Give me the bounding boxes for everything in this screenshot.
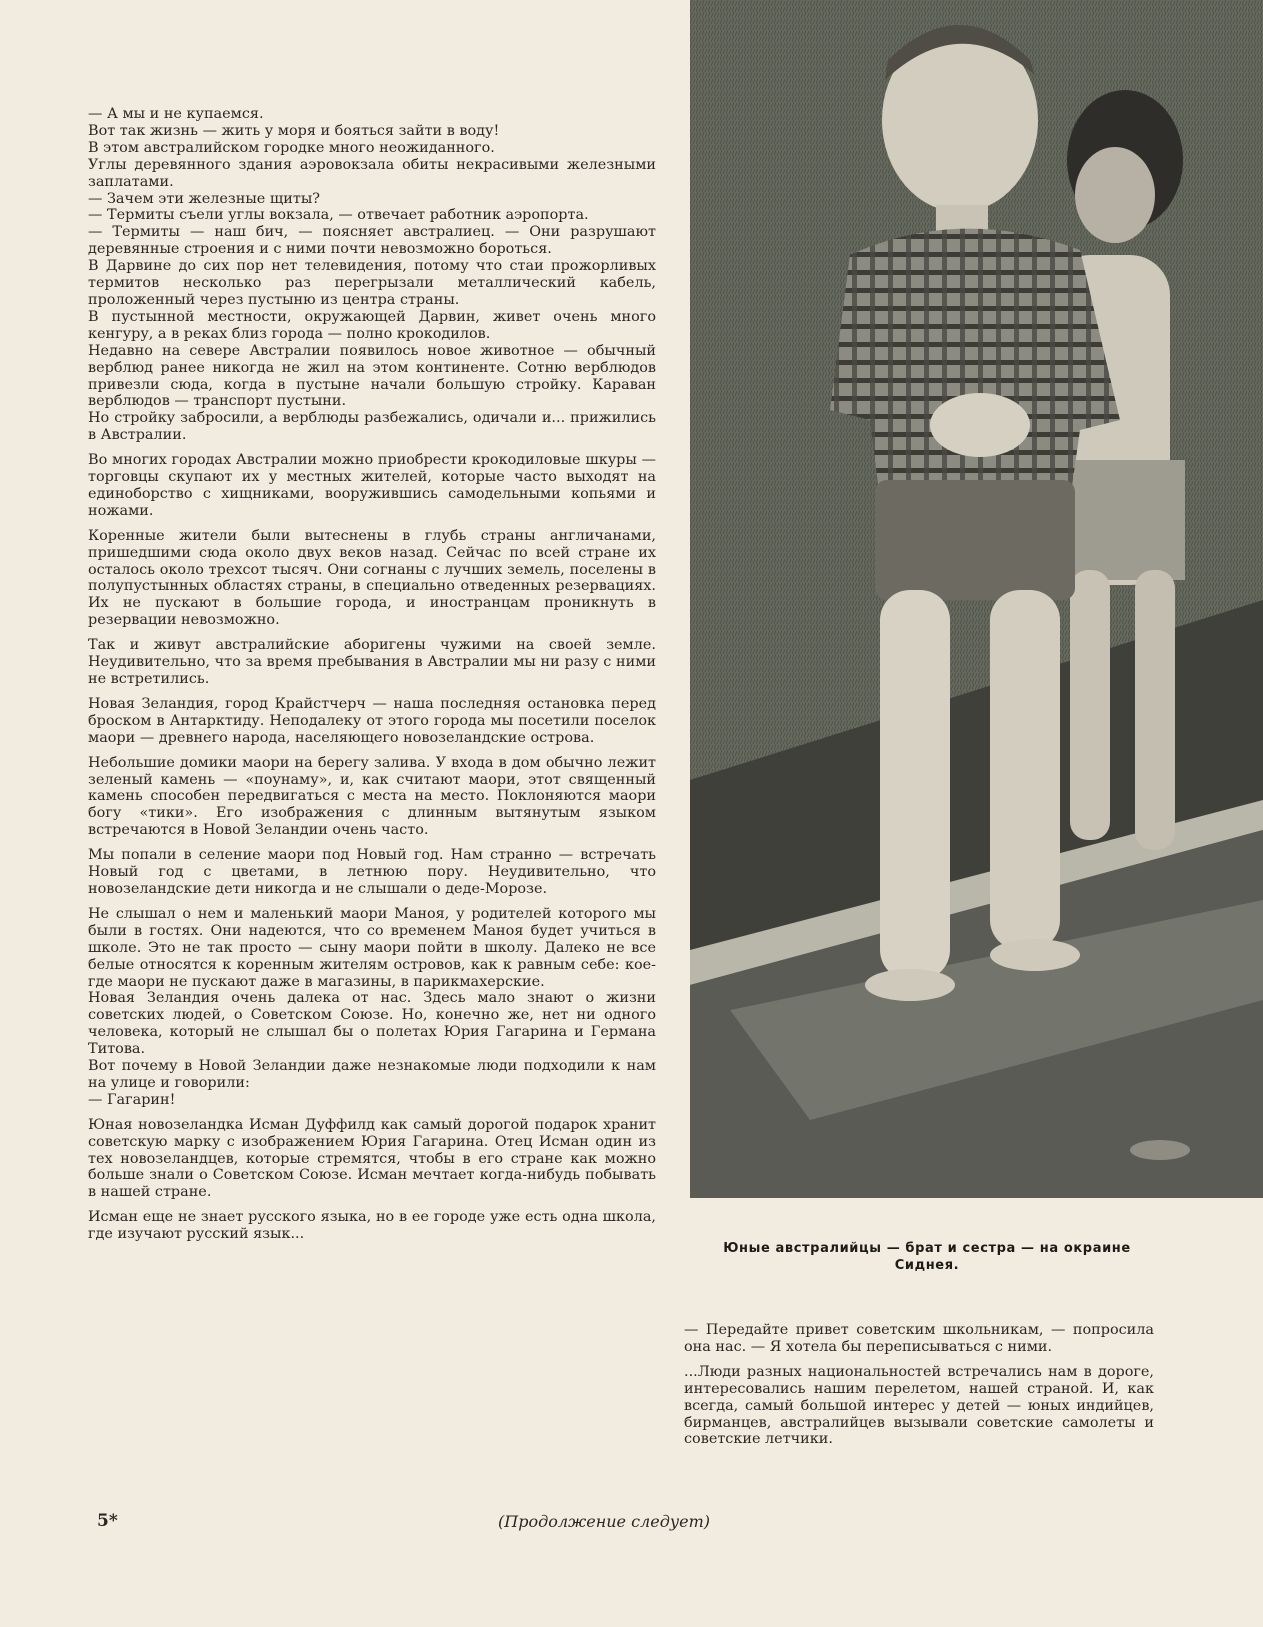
article-paragraph: Углы деревянного здания аэровокзала обиты некрасивыми железными заплатами. bbox=[88, 156, 656, 190]
article-paragraph: Новая Зеландия очень далека от нас. Здесь мало знают о жизни советских людей, о Советском Союзе. Но, конечно же, нет ни одного человека, который не слышал бы о полетах Юрия Гагарина и Германа Титова. bbox=[88, 990, 656, 1058]
article-paragraph: В пустынной местности, окружающей Дарвин, живет очень много кенгуру, а в реках близ города — полно крокодилов. bbox=[88, 308, 656, 342]
article-paragraph: Но стройку забросили, а верблюды разбежались, одичали и... прижились в Австралии. bbox=[88, 410, 656, 444]
article-paragraph: Не слышал о нем и маленький маори Маноя, у родителей которого мы были в гостях. Они надеются, что со временем Маноя будет учиться в школе. Это не так просто — сыну маори пойти в школу. Далеко не все белые относятся к коренным жителям островов, как к равным себе: кое-где маори не пускают даже в магазины, в парикмахерские. bbox=[88, 905, 656, 990]
article-paragraph: — Гагарин! bbox=[88, 1091, 176, 1108]
article-paragraph: ...Люди разных национальностей встречались нам в дороге, интересовались нашим перелетом, нашей страной. И, как всегда, самый большой интерес у детей — юных индийцев, бирманцев, австралийцев вызывали советские самолеты и советские летчики. bbox=[684, 1363, 1154, 1448]
article-paragraph: Юная новозеландка Исман Дуффилд как самый дорогой подарок хранит советскую марку с изображением Юрия Гагарина. Отец Исман один из тех новозеландцев, которые стремятся, чтобы в его стране как можно больше знали о Советском Союзе. Исман мечтает когда-нибудь побывать в нашей стране. bbox=[88, 1116, 656, 1201]
article-paragraph: В этом австралийском городке много неожиданного. bbox=[88, 139, 495, 156]
article-paragraph: Исман еще не знает русского языка, но в ее городе уже есть одна школа, где изучают русский язык... bbox=[88, 1209, 656, 1243]
photo-caption: Юные австралийцы — брат и сестра — на окраине Сиднея. bbox=[723, 1241, 1131, 1273]
article-paragraph: Недавно на севере Австралии появилось новое животное — обычный верблюд ранее никогда не жил на этом континенте. Сотню верблюдов привезли сюда, когда в пустыне начали большую стройку. Караван верблюдов — транспорт пустыни. bbox=[88, 342, 656, 410]
page-number: 5* bbox=[97, 1511, 118, 1531]
article-paragraph: Во многих городах Австралии можно приобрести крокодиловые шкуры — торговцы скупают их у местных жителей, которые часто выходят на единоборство с хищниками, вооружившись самодельными копьями и ножами. bbox=[88, 452, 656, 519]
article-left-column bbox=[88, 106, 656, 1243]
article-right-column bbox=[684, 1322, 1154, 1448]
article-paragraph: Небольшие домики маори на берегу залива. У входа в дом обычно лежит зеленый камень — «поунаму», и, как считают маори, этот священный камень способен передвигаться с места на место. Поклоняются маори богу «тики». Его изображения с длинным вытянутым языком встречаются в Новой Зеландии очень часто. bbox=[88, 754, 656, 839]
article-paragraph: Так и живут австралийские аборигены чужими на своей земле. Неудивительно, что за время пребывания в Австралии мы ни разу с ними не встретились. bbox=[88, 637, 656, 687]
article-paragraph: — Термиты съели углы вокзала, — отвечает работник аэропорта. bbox=[88, 207, 589, 224]
article-paragraph: Вот так жизнь — жить у моря и бояться зайти в воду! bbox=[88, 122, 500, 139]
article-paragraph: Коренные жители были вытеснены в глубь страны англичанами, пришедшими сюда около двух веков назад. Сейчас по всей стране их осталось около трехсот тысяч. Они согнаны с лучших земель, поселены в полупустынных областях страны, в специально отведенных резервациях. Их не пускают в большие города, и иностранцам проникнуть в резервации невозможно. bbox=[88, 527, 656, 629]
article-paragraph: Вот почему в Новой Зеландии даже незнакомые люди подходили к нам на улице и говорили: bbox=[88, 1058, 656, 1091]
article-paragraph: — Передайте привет советским школьникам, — попросила она нас. — Я хотела бы переписываться с ними. bbox=[684, 1322, 1154, 1355]
article-paragraph: — Зачем эти железные щиты? bbox=[88, 190, 320, 207]
continued-note: (Продолжение следует) bbox=[498, 1512, 711, 1531]
article-paragraph: Новая Зеландия, город Крайстчерч — наша последняя остановка перед броском в Антарктиду. Неподалеку от этого города мы посетили поселок маори — древнего народа, населяющего новозеландские острова. bbox=[88, 695, 656, 746]
article-paragraph: Мы попали в селение маори под Новый год. Нам странно — встречать Новый год с цветами, в летнюю пору. Неудивительно, что новозеландские дети никогда и не слышали о деде-Морозе. bbox=[88, 847, 656, 897]
children-photo-illustration bbox=[690, 0, 1263, 1198]
article-paragraph: В Дарвине до сих пор нет телевидения, потому что стаи прожорливых термитов несколько раз перегрызали металлический кабель, проложенный через пустыню из центра страны. bbox=[88, 258, 656, 308]
article-paragraph: — А мы и не купаемся. bbox=[88, 106, 264, 122]
article-paragraph: — Термиты — наш бич, — поясняет австралиец. — Они разрушают деревянные строения и с ними почти невозможно бороться. bbox=[88, 224, 656, 258]
children-photo bbox=[690, 0, 1263, 1198]
